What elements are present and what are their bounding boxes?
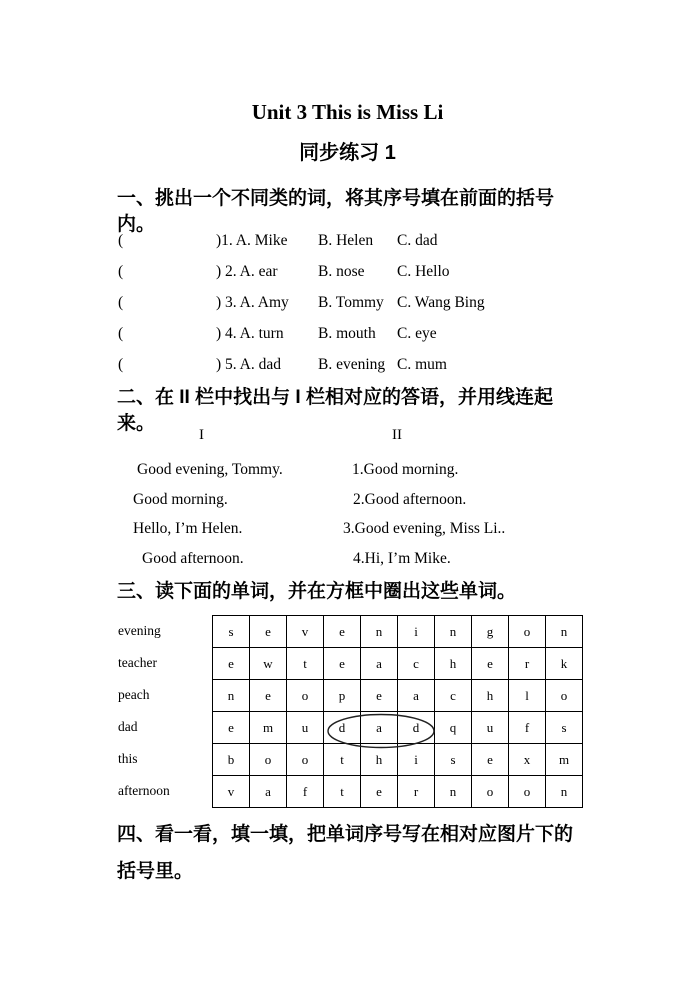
grid-cell: e <box>472 744 509 776</box>
grid-cell: t <box>324 744 361 776</box>
choice-row <box>118 318 588 349</box>
answer-bracket: ( <box>118 325 124 342</box>
match-right-item: 2.Good afternoon. <box>353 490 467 508</box>
grid-cell: l <box>509 680 546 712</box>
option-a: ) 3. A. Amy <box>216 294 289 311</box>
match-right-item: 3.Good evening, Miss Li.. <box>343 520 506 537</box>
match-left-item: Good afternoon. <box>142 549 244 567</box>
option-c: C. Hello <box>397 263 450 280</box>
option-c: C. dad <box>397 232 438 249</box>
grid-cell: o <box>472 776 509 808</box>
answer-bracket: ( <box>118 356 124 373</box>
grid-cell: e <box>324 648 361 680</box>
grid-cell: h <box>435 648 472 680</box>
section-one-heading: 一、挑出一个不同类的词，将其序号填在前面的括号内。 <box>117 188 555 235</box>
grid-cell: u <box>287 712 324 744</box>
choice-row <box>118 256 588 287</box>
grid-cell: e <box>250 680 287 712</box>
grid-cell: n <box>361 616 398 648</box>
option-c: C. Wang Bing <box>397 294 485 311</box>
section-two-list <box>118 455 588 573</box>
grid-cell: p <box>324 680 361 712</box>
grid-row <box>213 712 583 744</box>
search-word: teacher <box>118 655 157 670</box>
section-four-heading-line1: 四、看一看，填一填，把单词序号写在相对应图片下的 <box>117 824 574 845</box>
grid-cell: b <box>213 744 250 776</box>
match-left-item: Good morning. <box>133 490 228 508</box>
grid-row <box>213 616 583 648</box>
grid-cell: t <box>324 776 361 808</box>
grid-cell: h <box>472 680 509 712</box>
grid-cell: n <box>546 616 583 648</box>
choice-row <box>118 225 588 256</box>
search-word: peach <box>118 687 150 702</box>
answer-bracket: ( <box>118 294 124 311</box>
grid-cell: f <box>287 776 324 808</box>
grid-cell: i <box>398 744 435 776</box>
grid-cell: s <box>435 744 472 776</box>
grid-cell: o <box>509 616 546 648</box>
word-search-block <box>118 615 588 808</box>
answer-bracket: ( <box>118 263 124 280</box>
choice-row <box>118 349 588 380</box>
grid-cell: g <box>472 616 509 648</box>
option-b: B. nose <box>318 263 365 280</box>
match-left-item: Good evening, Tommy. <box>137 461 283 478</box>
grid-cell: n <box>435 776 472 808</box>
grid-row <box>213 680 583 712</box>
column-one-header: I <box>199 427 204 443</box>
column-two-header: II <box>392 427 402 443</box>
search-word: afternoon <box>118 783 170 798</box>
search-word: dad <box>118 719 138 734</box>
option-a: ) 4. A. turn <box>216 325 284 342</box>
grid-cell: o <box>287 744 324 776</box>
section-three-heading: 三、读下面的单词，并在方框中圈出这些单词。 <box>117 581 517 602</box>
grid-row <box>213 744 583 776</box>
grid-cell: n <box>546 776 583 808</box>
grid-cell: e <box>213 648 250 680</box>
grid-cell: i <box>398 616 435 648</box>
option-c: C. eye <box>397 325 437 342</box>
grid-cell: e <box>213 712 250 744</box>
grid-cell: e <box>472 648 509 680</box>
grid-cell: r <box>398 776 435 808</box>
grid-cell: o <box>287 680 324 712</box>
option-b: B. mouth <box>318 325 376 342</box>
unit-title: Unit 3 This is Miss Li <box>251 100 444 124</box>
grid-cell: n <box>435 616 472 648</box>
grid-cell: s <box>546 712 583 744</box>
exercise-subtitle: 同步练习 1 <box>299 142 396 164</box>
option-a: ) 2. A. ear <box>216 263 278 280</box>
word-search-word-list <box>118 615 170 807</box>
grid-cell: a <box>361 712 398 744</box>
grid-cell: e <box>361 776 398 808</box>
answer-bracket: ( <box>118 232 124 249</box>
grid-cell: c <box>435 680 472 712</box>
grid-cell: e <box>361 680 398 712</box>
search-word: evening <box>118 623 161 638</box>
grid-cell: e <box>324 616 361 648</box>
match-right-item: 4.Hi, I’m Mike. <box>353 549 451 567</box>
option-a: )1. A. Mike <box>216 232 288 249</box>
option-b: B. evening <box>318 356 386 373</box>
grid-cell: n <box>213 680 250 712</box>
section-four-heading-line2: 括号里。 <box>117 861 194 882</box>
grid-cell: s <box>213 616 250 648</box>
option-a: ) 5. A. dad <box>216 356 282 373</box>
grid-cell: o <box>509 776 546 808</box>
grid-cell: o <box>546 680 583 712</box>
section-one-list <box>118 225 588 380</box>
option-b: B. Helen <box>318 232 374 249</box>
grid-cell: c <box>398 648 435 680</box>
grid-cell: r <box>509 648 546 680</box>
grid-row <box>213 648 583 680</box>
grid-cell: v <box>213 776 250 808</box>
grid-cell: u <box>472 712 509 744</box>
grid-cell: f <box>509 712 546 744</box>
grid-row <box>213 776 583 808</box>
grid-cell: q <box>435 712 472 744</box>
grid-cell: e <box>250 616 287 648</box>
match-left-item: Hello, I’m Helen. <box>133 520 243 537</box>
section-two-heading: 二、在 II 栏中找出与 I 栏相对应的答语，并用线连起来。 <box>117 387 553 434</box>
grid-cell: d <box>324 712 361 744</box>
search-word: this <box>118 751 138 766</box>
option-c: C. mum <box>397 356 447 373</box>
grid-cell: m <box>546 744 583 776</box>
grid-cell: d <box>398 712 435 744</box>
grid-cell: o <box>250 744 287 776</box>
grid-cell: t <box>287 648 324 680</box>
grid-cell: k <box>546 648 583 680</box>
choice-row <box>118 287 588 318</box>
grid-cell: a <box>250 776 287 808</box>
grid-cell: a <box>361 648 398 680</box>
grid-cell: w <box>250 648 287 680</box>
grid-cell: v <box>287 616 324 648</box>
grid-cell: m <box>250 712 287 744</box>
grid-cell: a <box>398 680 435 712</box>
match-right-item: 1.Good morning. <box>352 461 459 478</box>
word-search-grid <box>212 615 583 808</box>
grid-cell: h <box>361 744 398 776</box>
option-b: B. Tommy <box>318 294 384 311</box>
grid-cell: x <box>509 744 546 776</box>
section-four-heading <box>117 816 589 890</box>
